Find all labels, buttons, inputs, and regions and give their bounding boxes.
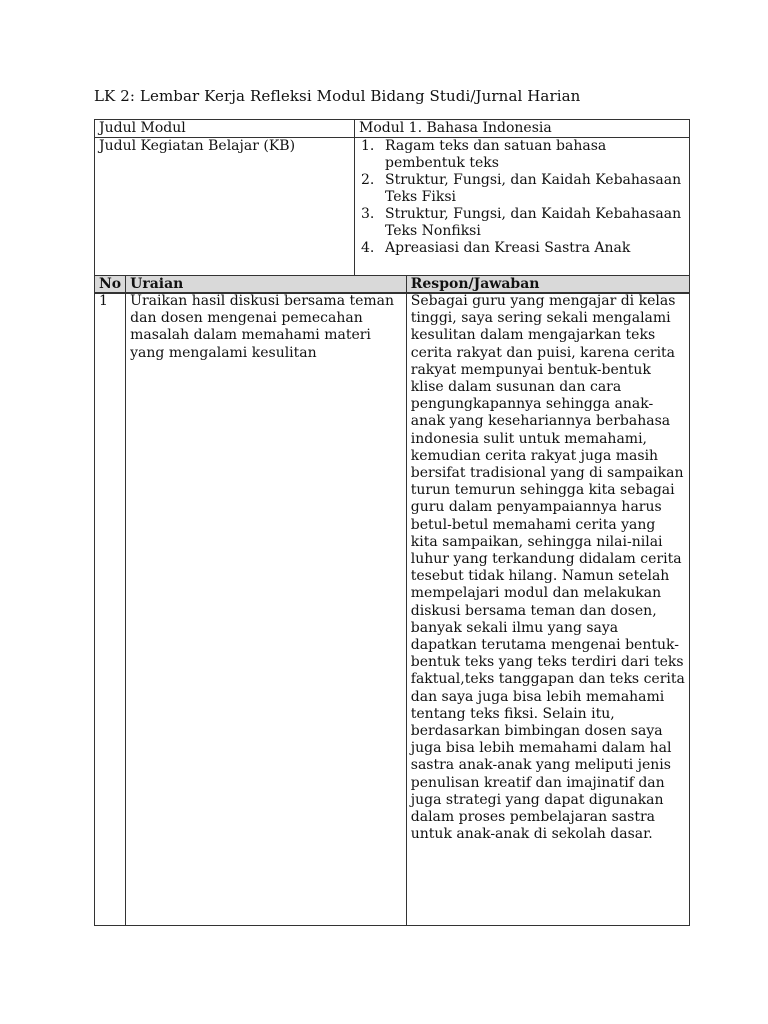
row-answer: Sebagai guru yang mengajar di kelas tinggi, saya sering sekali mengalami kesulitan dalam mengajarkan teks cerita rakyat dan puisi, karena cerita rakyat mempunyai bentuk-bentuk klise dalam susunan dan cara pengungkapannya sehingga anak-anak yang kesehariannya berbahasa indonesia sulit untuk memahami, kemudian cerita rakyat juga masih bersifat tradisional yang di sampaikan turun temurun sehingga kita sebagai guru dalam penyampaiannya harus betul-betul memahami cerita yang kita sampaikan, sehingga nilai-nilai luhur yang terkandung didalam cerita tesebut tidak hilang. Namun setelah mempelajari modul dan melakukan diskusi bersama teman dan dosen, banyak sekali ilmu yang saya dapatkan terutama mengenai bentuk-bentuk teks yang teks terdiri dari teks faktual,teks tanggapan dan teks cerita dan saya juga bisa lebih memahami tentang teks fiksi. Selain itu, berdasarkan bimbingan dosen saya juga bisa lebih memahami dalam hal sastra anak-anak yang meliputi jenis penulisan kreatif dan imajinatif dan juga strategi yang dapat digunakan dalam proses pembelajaran sastra untuk anak-anak di sekolah dasar. [406,293,689,926]
list-item: 4. Apreasiasi dan Kreasi Sastra Anak [361,240,631,256]
module-info-table [94,119,690,294]
table-row [95,293,690,926]
column-header-respon: Respon/Jawaban [406,276,689,293]
row-number: 1 [95,293,126,926]
list-item: 1. Ragam teks dan satuan bahasa pembentuk teks [361,138,607,171]
row-question: Uraikan hasil diskusi bersama teman dan dosen mengenai pemecahan masalah dalam memahami materi yang mengalami kesulitan [126,293,407,926]
page-title: LK 2: Lembar Kerja Refleksi Modul Bidang Studi/Jurnal Harian [94,87,581,105]
table-row [95,138,690,294]
activity-list [359,138,685,257]
response-table [94,275,690,926]
column-header-no: No [95,276,126,293]
table-header-row [95,276,690,293]
activity-title-label: Judul Kegiatan Belajar (KB) [95,138,355,294]
module-title-value: Modul 1. Bahasa Indonesia [355,120,690,138]
list-item: 2. Struktur, Fungsi, dan Kaidah Kebahasaan Teks Fiksi [361,172,682,205]
table-row [95,120,690,138]
module-title-label: Judul Modul [95,120,355,138]
column-header-uraian: Uraian [126,276,407,293]
list-item: 3. Struktur, Fungsi, dan Kaidah Kebahasaan Teks Nonfiksi [361,206,682,239]
activity-title-value [355,138,690,294]
